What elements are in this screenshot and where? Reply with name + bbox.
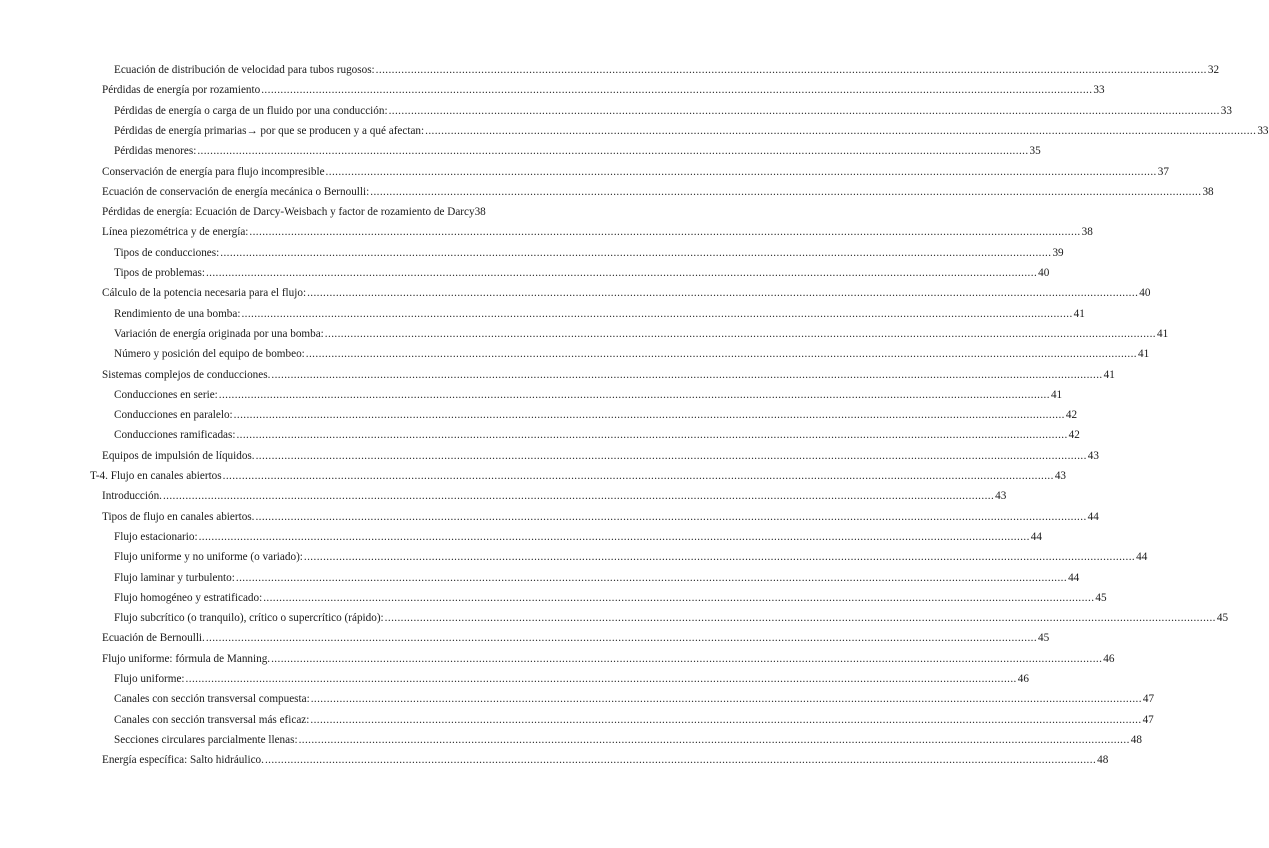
toc-leader-dots: .................................................................................................................................................................................................................................................................... (375, 64, 1207, 76)
toc-entry-title: Conducciones en serie: (114, 388, 218, 401)
toc-entry[interactable] (114, 346, 1150, 362)
toc-entry[interactable] (114, 265, 1050, 281)
toc-leader-dots: .................................................................................................................................................................................................................................................................... (271, 652, 1103, 665)
toc-entry-page-number: 48 (1130, 733, 1142, 746)
toc-leader-dots: .................................................................................................................................................................................................................................................................... (162, 490, 995, 503)
toc-leader-dots: .................................................................................................................................................................................................................................................................... (236, 429, 1068, 442)
toc-leader-dots: .................................................................................................................................................................................................................................................................... (205, 267, 1038, 279)
toc-leader-dots: .................................................................................................................................................................................................................................................................... (325, 165, 1157, 178)
toc-entry-title: Pérdidas de energía o carga de un fluido por una conducción: (114, 104, 388, 117)
toc-entry-page-number: 41 (1103, 368, 1115, 381)
toc-leader-dots: .................................................................................................................................................................................................................................................................... (310, 693, 1142, 706)
toc-entry-title: Secciones circulares parcialmente llenas: (114, 733, 298, 746)
toc-entry-title: Cálculo de la potencia necesaria para el flujo: (102, 287, 307, 300)
toc-entry-page-number: 40 (1038, 267, 1050, 279)
toc-leader-dots: .................................................................................................................................................................................................................................................................... (298, 733, 1130, 746)
toc-leader-dots: .................................................................................................................................................................................................................................................................... (249, 226, 1081, 239)
toc-entry-title: Conservación de energía para flujo incompresible (102, 165, 325, 178)
toc-entry[interactable] (114, 671, 1029, 687)
toc-entry-title: Tipos de conducciones: (114, 246, 220, 259)
toc-entry-title: Pérdidas de energía: Ecuación de Darcy-Weisbach y factor de rozamiento de Darcy (102, 206, 475, 219)
toc-entry-title: Pérdidas de energía por rozamiento (102, 84, 261, 97)
toc-entry-title: Flujo uniforme: fórmula de Manning. (102, 652, 271, 665)
toc-entry-page-number: 33 (1257, 124, 1269, 137)
toc-entry-page-number: 47 (1142, 693, 1155, 706)
toc-entry[interactable] (114, 407, 1078, 423)
toc-leader-dots: .................................................................................................................................................................................................................................................................... (218, 388, 1050, 401)
toc-entry-page-number: 37 (1157, 165, 1169, 178)
toc-leader-dots: .................................................................................................................................................................................................................................................................... (205, 632, 1038, 645)
toc-entry-title: Sistemas complejos de conducciones. (102, 368, 271, 381)
toc-leader-dots: .................................................................................................................................................................................................................................................................... (255, 510, 1087, 523)
toc-entry-page-number: 44 (1136, 551, 1148, 564)
toc-entry[interactable] (114, 387, 1063, 403)
toc-entry-title: Pérdidas de energía primarias→ por que se producen y a qué afectan: (114, 124, 425, 137)
toc-entry[interactable] (114, 549, 1148, 565)
toc-entry-page-number: 38 (474, 206, 486, 219)
toc-entry-title: Conducciones ramificadas: (114, 429, 236, 442)
toc-entry[interactable] (114, 712, 1154, 728)
toc-entry-page-number: 41 (1156, 327, 1169, 340)
toc-leader-dots: .................................................................................................................................................................................................................................................................... (388, 104, 1220, 117)
toc-entry-title: Introducción. (102, 490, 162, 503)
toc-entry-page-number: 41 (1050, 388, 1063, 401)
toc-entry[interactable] (114, 427, 1080, 443)
toc-entry-title: Línea piezométrica y de energía: (102, 226, 249, 239)
toc-entry[interactable] (114, 610, 1229, 626)
toc-entry-page-number: 33 (1220, 104, 1232, 117)
toc-entry-title: Equipos de impulsión de líquidos. (102, 449, 255, 462)
toc-entry-page-number: 41 (1137, 348, 1150, 361)
toc-leader-dots: .................................................................................................................................................................................................................................................................... (233, 409, 1065, 422)
toc-leader-dots: .................................................................................................................................................................................................................................................................... (263, 591, 1095, 604)
toc-entry-page-number: 43 (1054, 470, 1067, 482)
toc-entry[interactable] (114, 123, 1269, 139)
toc-entry[interactable] (114, 326, 1169, 342)
toc-entry[interactable] (102, 651, 1115, 667)
toc-entry-title: Ecuación de distribución de velocidad para tubos rugosos: (114, 64, 375, 76)
toc-entry[interactable] (114, 143, 1041, 159)
toc-entry-title: Ecuación de conservación de energía mecánica o Bernoulli: (102, 185, 370, 198)
toc-entry-title: Conducciones en paralelo: (114, 409, 233, 422)
toc-entry-title: Canales con sección transversal más eficaz: (114, 713, 310, 726)
toc-entry-title: Flujo uniforme y no uniforme (o variado): (114, 551, 303, 564)
toc-entry[interactable] (114, 103, 1232, 119)
toc-entry[interactable] (102, 367, 1115, 383)
toc-entry-title: Flujo uniforme: (114, 673, 185, 685)
toc-entry-page-number: 44 (1068, 571, 1080, 584)
toc-entry-page-number: 39 (1052, 246, 1064, 259)
toc-entry[interactable] (102, 448, 1099, 464)
toc-entry-page-number: 43 (1087, 449, 1099, 462)
toc-entry[interactable] (102, 164, 1169, 180)
toc-leader-dots: .................................................................................................................................................................................................................................................................... (303, 551, 1136, 564)
toc-entry-page-number: 44 (1087, 510, 1099, 523)
toc-leader-dots: .................................................................................................................................................................................................................................................................... (384, 612, 1216, 625)
toc-entry-page-number: 45 (1216, 612, 1229, 625)
toc-entry[interactable] (102, 184, 1214, 200)
toc-entry[interactable] (90, 468, 1067, 484)
toc-entry-page-number: 45 (1095, 591, 1107, 604)
toc-entry[interactable] (114, 590, 1107, 606)
toc-entry[interactable] (102, 488, 1007, 504)
toc-entry[interactable] (114, 691, 1155, 707)
toc-leader-dots: .................................................................................................................................................................................................................................................................... (261, 84, 1093, 97)
toc-entry-page-number: 44 (1030, 530, 1042, 543)
toc-entry-page-number: 46 (1103, 652, 1115, 665)
toc-entry-title: Flujo estacionario: (114, 530, 198, 543)
toc-leader-dots: .................................................................................................................................................................................................................................................................... (271, 368, 1103, 381)
toc-entry[interactable] (102, 630, 1050, 646)
toc-entry-page-number: 47 (1142, 713, 1154, 726)
toc-entry[interactable] (114, 529, 1042, 545)
toc-leader-dots: .................................................................................................................................................................................................................................................................... (324, 327, 1156, 340)
toc-entry-title: T-4. Flujo en canales abiertos (90, 470, 222, 482)
toc-entry-page-number: 41 (1073, 307, 1085, 320)
toc-entry-page-number: 38 (1202, 185, 1214, 198)
toc-leader-dots: .................................................................................................................................................................................................................................................................... (222, 470, 1054, 482)
toc-entry-title: Número y posición del equipo de bombeo: (114, 348, 305, 361)
toc-entry[interactable] (102, 82, 1105, 98)
toc-entry[interactable] (114, 62, 1220, 78)
toc-entry[interactable] (102, 224, 1093, 240)
toc-entry[interactable] (114, 245, 1064, 261)
toc-entry[interactable] (114, 306, 1085, 322)
toc-entry-page-number: 38 (1081, 226, 1093, 239)
toc-entry-title: Canales con sección transversal compuesta: (114, 693, 310, 706)
toc-leader-dots: .................................................................................................................................................................................................................................................................... (235, 571, 1068, 584)
toc-entry[interactable] (102, 752, 1109, 768)
toc-entry-page-number: 33 (1093, 84, 1105, 97)
toc-leader-dots: .................................................................................................................................................................................................................................................................... (307, 287, 1139, 300)
toc-entry-title: Flujo subcrítico (o tranquilo), crítico o supercrítico (rápido): (114, 612, 384, 625)
toc-entry-page-number: 43 (995, 490, 1007, 503)
toc-leader-dots: .................................................................................................................................................................................................................................................................... (197, 145, 1029, 158)
toc-entry-page-number: 35 (1029, 145, 1041, 158)
toc-leader-dots: .................................................................................................................................................................................................................................................................... (370, 185, 1202, 198)
toc-entry-page-number: 42 (1068, 429, 1080, 442)
toc-entry[interactable] (102, 509, 1099, 525)
toc-entry[interactable] (114, 732, 1142, 748)
toc-entry-title: Tipos de problemas: (114, 267, 205, 279)
toc-entry-title: Pérdidas menores: (114, 145, 197, 158)
toc-entry-page-number: 40 (1139, 287, 1151, 300)
toc-leader-dots: .................................................................................................................................................................................................................................................................... (310, 713, 1142, 726)
toc-leader-dots: .................................................................................................................................................................................................................................................................... (241, 307, 1073, 320)
toc-entry-page-number: 32 (1207, 64, 1220, 76)
toc-leader-dots: .................................................................................................................................................................................................................................................................... (305, 348, 1137, 361)
toc-entry-page-number: 48 (1097, 754, 1109, 767)
toc-entry-page-number: 46 (1017, 673, 1029, 685)
toc-entry-page-number: 42 (1065, 409, 1078, 422)
toc-leader-dots: .................................................................................................................................................................................................................................................................... (220, 246, 1052, 259)
toc-entry-title: Energía específica: Salto hidráulico. (102, 754, 264, 767)
toc-leader-dots: .................................................................................................................................................................................................................................................................... (255, 449, 1087, 462)
toc-entry-page-number: 45 (1038, 632, 1050, 645)
toc-entry[interactable] (102, 204, 522, 220)
toc-leader-dots: .................................................................................................................................................................................................................................................................... (425, 124, 1257, 137)
toc-entry-title: Flujo laminar y turbulento: (114, 571, 235, 584)
toc-entry-title: Ecuación de Bernoulli. (102, 632, 205, 645)
toc-entry-title: Rendimiento de una bomba: (114, 307, 241, 320)
toc-entry[interactable] (102, 285, 1151, 301)
toc-leader-dots: .................................................................................................................................................................................................................................................................... (185, 673, 1017, 685)
toc-entry-title: Flujo homogéneo y estratificado: (114, 591, 263, 604)
toc-entry-title: Variación de energía originada por una bomba: (114, 327, 324, 340)
toc-leader-dots: .................................................................................................................................................................................................................................................................... (198, 530, 1030, 543)
toc-entry-title: Tipos de flujo en canales abiertos. (102, 510, 255, 523)
toc-leader-dots: .................................................................................................................................................................................................................................................................... (264, 754, 1097, 767)
toc-entry[interactable] (114, 570, 1080, 586)
